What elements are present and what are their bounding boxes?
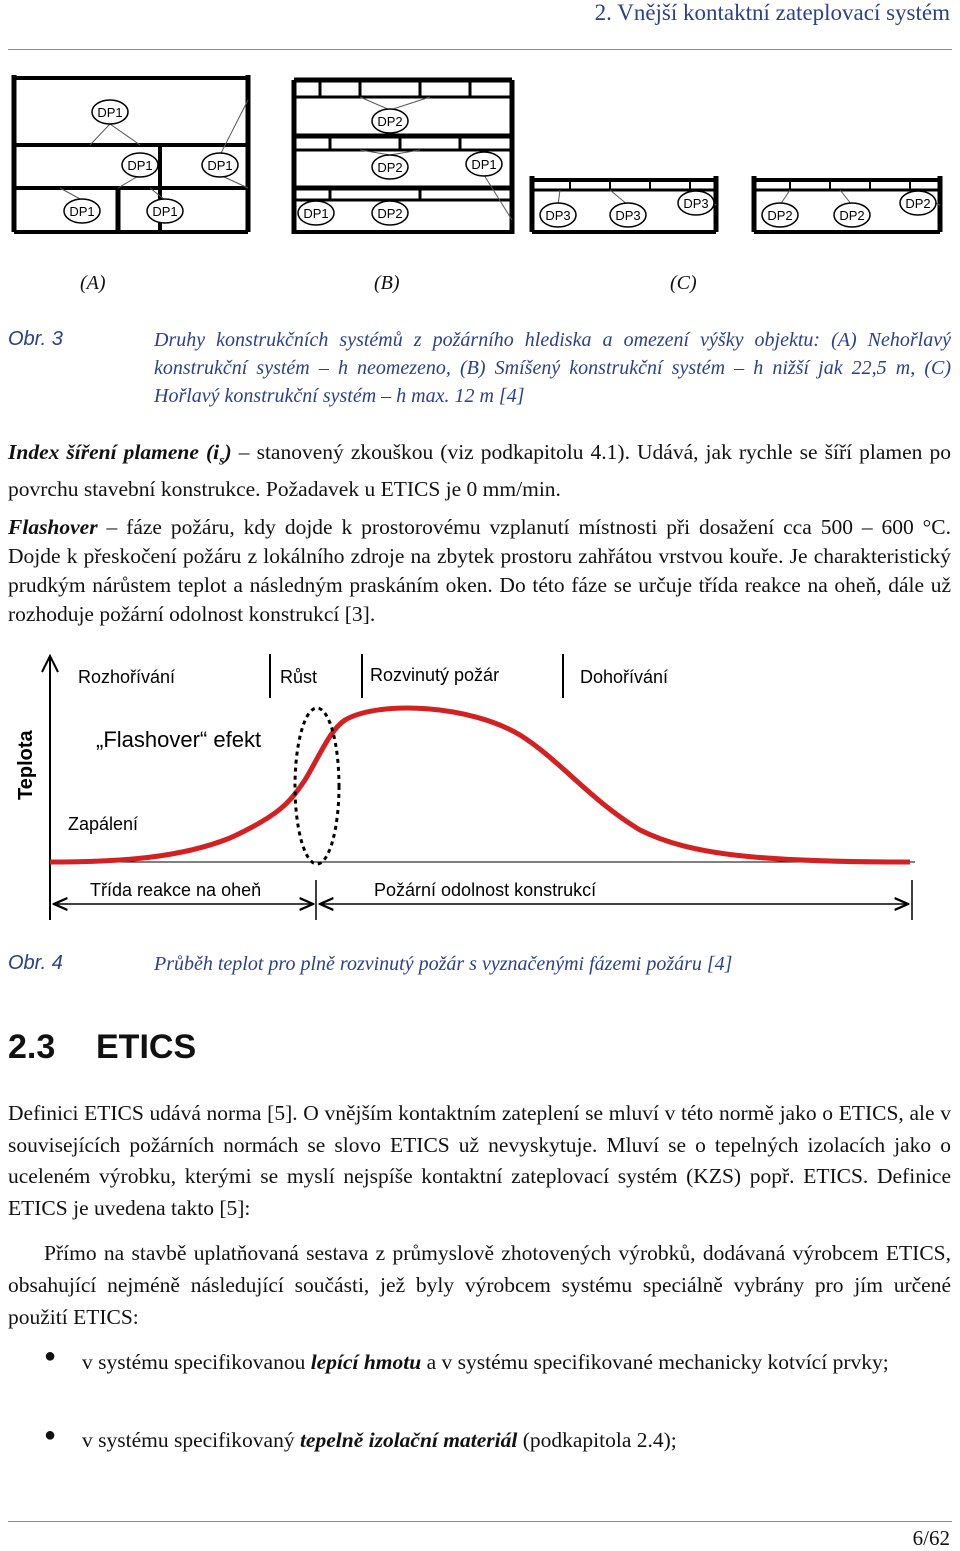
svg-text:DP1: DP1	[303, 206, 329, 221]
footer-rule	[8, 1521, 952, 1522]
quote-paragraph: Přímo na stavbě uplatňovaná sestava z průmyslově zhotovených výrobků, dodávaná výrobcem ETICS, obsahující nejméně následující součásti, jež byly výrobcem systému speciálně vybrány pro jím určené použití ETICS:	[8, 1241, 951, 1329]
dp-badge	[900, 191, 936, 215]
dp-badge	[610, 203, 646, 227]
index-term-sub: s	[219, 453, 225, 469]
section-title: ETICS	[96, 1028, 197, 1066]
bullet-text: a v systému specifikované mechanicky kotvící prvky;	[421, 1350, 889, 1374]
phase-label: Rozhořívání	[78, 667, 176, 687]
svg-text:DP3: DP3	[545, 208, 571, 223]
figure-3-number: Obr. 3	[8, 328, 63, 350]
range-left-label: Třída reakce na oheň	[90, 880, 262, 900]
index-paragraph	[8, 438, 951, 504]
index-term-end: )	[224, 440, 232, 464]
bullet-item	[82, 1424, 951, 1456]
dp-badge	[147, 199, 183, 223]
svg-text:DP1: DP1	[471, 157, 497, 172]
figure-4-fire-curve	[0, 645, 960, 930]
definition-paragraph: Definici ETICS udává norma [5]. O vnějším kontaktním zateplení se mluví v této normě jako o ETICS, ale v souvisejících požárních normách se slovo ETICS už nevyskytuje. Mluví se o tepelných izolacích jako o uceleném výrobku, kterými se myslí nejspíše kontaktní zateplovací systém (KZS) popř. ETICS. Definice ETICS je uvedena takto [5]:	[8, 1101, 951, 1220]
svg-text:DP3: DP3	[615, 208, 641, 223]
dp-badge	[834, 203, 870, 227]
svg-text:DP1: DP1	[152, 204, 178, 219]
index-term: Index šíření plamene (i	[8, 440, 220, 464]
panel-label-a: (A)	[80, 272, 106, 294]
ignition-label: Zapálení	[68, 814, 139, 834]
bullet-text: v systému specifikovanou	[82, 1350, 311, 1374]
bullet-text: v systému specifikovaný	[82, 1428, 300, 1452]
svg-text:DP1: DP1	[97, 105, 123, 120]
dp-badge	[678, 191, 714, 215]
flashover-text: – fáze požáru, kdy dojde k prostorovému vzplanutí místnosti při dosažení cca 500 – 600 °C. Dojde k přeskočení požáru z lokálního zdroje na zbytek prostoru zahřátou vrstvou kouře. Je charakteristický prudkým nárůstem teplot a následným praskáním oken. Do této fáze se určuje třída reakce na oheň, dále už rozhoduje požární odolnost konstrukcí [3].	[8, 515, 951, 626]
bullet-dot: ●	[44, 1424, 57, 1446]
svg-text:DP2: DP2	[377, 114, 403, 129]
svg-text:DP1: DP1	[207, 158, 233, 173]
svg-text:DP2: DP2	[767, 208, 793, 223]
svg-text:DP2: DP2	[839, 208, 865, 223]
svg-text:DP2: DP2	[377, 160, 403, 175]
figure-3-caption: Druhy konstrukčních systémů z požárního hlediska a omezení výšky objektu: (A) Nehořlavý konstrukční systém – h neomezeno, (B) Smíšený konstrukční systém – h nižší jak 22,5 m, (C) Hořlavý konstrukční systém – h max. 12 m [4]	[154, 329, 951, 407]
page-number: 6/62	[912, 1526, 950, 1550]
dp-badge	[762, 203, 798, 227]
y-axis-label: Teplota	[15, 730, 37, 800]
panel-label-c: (C)	[670, 272, 697, 294]
phase-label: Růst	[280, 667, 318, 687]
phase-label: Rozvinutý požár	[370, 665, 500, 685]
phase-label: Dohořívání	[580, 667, 669, 687]
running-header: 2. Vnější kontaktní zateplovací systém	[594, 0, 950, 25]
flashover-paragraph	[8, 513, 951, 629]
section-number: 2.3	[8, 1028, 56, 1066]
bullet-dot: ●	[44, 1345, 57, 1367]
dp-badge	[466, 152, 502, 176]
bullet-emphasis: tepelně izolační materiál	[299, 1428, 518, 1452]
dp-badge	[202, 153, 238, 177]
header-rule	[8, 49, 952, 50]
svg-text:DP2: DP2	[905, 196, 931, 211]
figure-3-diagram	[0, 60, 960, 260]
svg-text:DP3: DP3	[683, 196, 709, 211]
dp-badge	[372, 201, 408, 225]
svg-text:DP2: DP2	[377, 206, 403, 221]
dp-badge	[92, 100, 128, 124]
dp-badge	[540, 203, 576, 227]
figure-4-caption: Průběh teplot pro plně rozvinutý požár s vyznačenými fázemi požáru [4]	[154, 953, 733, 975]
svg-text:DP1: DP1	[69, 204, 95, 219]
figure-4-number: Obr. 4	[8, 952, 63, 974]
dp-badge	[122, 153, 158, 177]
panel-label-b: (B)	[374, 272, 400, 294]
index-text: – stanovený zkouškou (viz podkapitolu 4.1). Udává, jak rychle se šíří plamen po povrchu stavební konstrukce. Požadavek u ETICS je 0 mm/min.	[8, 440, 951, 502]
flashover-label: „Flashover“ efekt	[96, 727, 262, 752]
bullet-emphasis: lepící hmotu	[310, 1350, 422, 1374]
bullet-text: (podkapitola 2.4);	[517, 1428, 677, 1452]
dp-badge	[372, 109, 408, 133]
dp-badge	[372, 155, 408, 179]
dp-badge	[298, 201, 334, 225]
dp-badge	[64, 199, 100, 223]
range-right-label: Požární odolnost konstrukcí	[374, 880, 597, 900]
svg-text:DP1: DP1	[127, 158, 153, 173]
bullet-item	[82, 1346, 951, 1378]
flashover-term: Flashover	[8, 515, 98, 539]
